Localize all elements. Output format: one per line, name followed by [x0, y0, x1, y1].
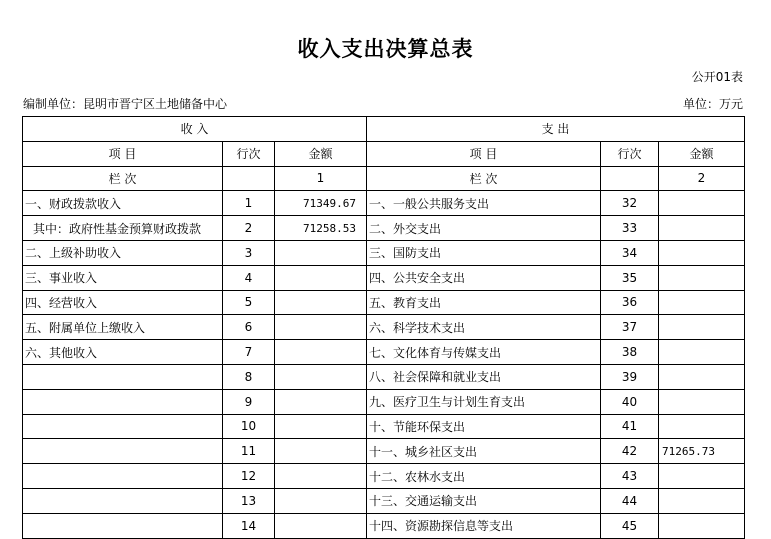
expense-item-cell: 十三、交通运输支出: [367, 488, 601, 513]
expense-line-no-cell: 32: [601, 191, 659, 216]
column-header-row: [23, 141, 745, 166]
income-amount-cell: [275, 414, 367, 439]
expense-line-no-cell: 39: [601, 364, 659, 389]
income-amount-cell: [275, 240, 367, 265]
income-item-cell: [23, 464, 223, 489]
expense-amount-cell: 71265.73: [659, 439, 745, 464]
expense-amount-cell: [659, 414, 745, 439]
income-amount-cell: [275, 364, 367, 389]
expense-amount-cell: [659, 290, 745, 315]
expense-amount-cell: [659, 240, 745, 265]
income-line-no-header: 行次: [223, 141, 275, 166]
table-row: [23, 265, 745, 290]
income-amount-cell: [275, 290, 367, 315]
income-line-no-cell: 10: [223, 414, 275, 439]
income-item-cell: [23, 488, 223, 513]
section-header-row: [23, 117, 745, 142]
expense-column-label: 栏 次: [367, 166, 601, 191]
expense-line-no-header: 行次: [601, 141, 659, 166]
expense-item-cell: 六、科学技术支出: [367, 315, 601, 340]
income-item-cell: [23, 513, 223, 538]
income-column-1: 1: [275, 166, 367, 191]
income-section-header: 收 入: [23, 117, 367, 142]
income-item-cell: 五、附属单位上缴收入: [23, 315, 223, 340]
expense-item-cell: 三、国防支出: [367, 240, 601, 265]
expense-amount-cell: [659, 464, 745, 489]
income-amount-cell: [275, 439, 367, 464]
table-row: [23, 340, 745, 365]
income-line-no-cell: 14: [223, 513, 275, 538]
table-row: [23, 488, 745, 513]
table-row: [23, 389, 745, 414]
table-row: [23, 364, 745, 389]
income-line-no-cell: 7: [223, 340, 275, 365]
expense-amount-header: 金额: [659, 141, 745, 166]
table-row: [23, 240, 745, 265]
expense-item-cell: 十二、农林水支出: [367, 464, 601, 489]
table-row: [23, 439, 745, 464]
income-column-label: 栏 次: [23, 166, 223, 191]
table-row: [23, 216, 745, 241]
income-amount-cell: [275, 488, 367, 513]
table-row: [23, 464, 745, 489]
income-line-no-cell: 3: [223, 240, 275, 265]
expense-item-cell: 五、教育支出: [367, 290, 601, 315]
income-amount-cell: 71349.67: [275, 191, 367, 216]
income-amount-cell: 71258.53: [275, 216, 367, 241]
column-index-row: [23, 166, 745, 191]
table-row: [23, 315, 745, 340]
income-item-cell: [23, 389, 223, 414]
income-amount-cell: [275, 340, 367, 365]
expense-line-no-cell: 40: [601, 389, 659, 414]
income-line-no-cell: 2: [223, 216, 275, 241]
income-amount-cell: [275, 513, 367, 538]
table-row: [23, 513, 745, 538]
expense-line-no-cell: 36: [601, 290, 659, 315]
expense-amount-cell: [659, 488, 745, 513]
expense-section-header: 支 出: [367, 117, 745, 142]
table-row: [23, 191, 745, 216]
income-item-cell: [23, 439, 223, 464]
expense-column-blank: [601, 166, 659, 191]
expense-amount-cell: [659, 191, 745, 216]
budget-table: [22, 116, 745, 539]
expense-item-cell: 一、一般公共服务支出: [367, 191, 601, 216]
income-line-no-cell: 1: [223, 191, 275, 216]
expense-line-no-cell: 33: [601, 216, 659, 241]
expense-line-no-cell: 38: [601, 340, 659, 365]
expense-line-no-cell: 34: [601, 240, 659, 265]
income-line-no-cell: 8: [223, 364, 275, 389]
income-line-no-cell: 11: [223, 439, 275, 464]
income-line-no-cell: 6: [223, 315, 275, 340]
form-number: 公开01表: [691, 70, 743, 84]
income-column-blank: [223, 166, 275, 191]
expense-line-no-cell: 45: [601, 513, 659, 538]
expense-line-no-cell: 41: [601, 414, 659, 439]
table-row: [23, 414, 745, 439]
expense-amount-cell: [659, 315, 745, 340]
income-item-cell: [23, 364, 223, 389]
expense-item-cell: 八、社会保障和就业支出: [367, 364, 601, 389]
income-line-no-cell: 13: [223, 488, 275, 513]
income-amount-cell: [275, 389, 367, 414]
expense-item-cell: 四、公共安全支出: [367, 265, 601, 290]
expense-item-cell: 二、外交支出: [367, 216, 601, 241]
expense-item-cell: 十四、资源勘探信息等支出: [367, 513, 601, 538]
expense-amount-cell: [659, 513, 745, 538]
table-row: [23, 290, 745, 315]
income-line-no-cell: 5: [223, 290, 275, 315]
expense-item-cell: 九、医疗卫生与计划生育支出: [367, 389, 601, 414]
expense-item-cell: 十、节能环保支出: [367, 414, 601, 439]
income-item-cell: 二、上级补助收入: [23, 240, 223, 265]
income-item-cell: [23, 414, 223, 439]
income-amount-cell: [275, 315, 367, 340]
currency-unit: 单位：万元: [682, 97, 743, 111]
table-body: [23, 117, 745, 539]
expense-item-header: 项 目: [367, 141, 601, 166]
income-line-no-cell: 4: [223, 265, 275, 290]
income-item-cell: 六、其他收入: [23, 340, 223, 365]
expense-line-no-cell: 44: [601, 488, 659, 513]
reporting-unit: 编制单位：昆明市晋宁区土地储备中心: [23, 97, 228, 111]
income-item-header: 项 目: [23, 141, 223, 166]
income-item-cell: 三、事业收入: [23, 265, 223, 290]
income-item-cell: 四、经营收入: [23, 290, 223, 315]
income-amount-cell: [275, 464, 367, 489]
income-line-no-cell: 12: [223, 464, 275, 489]
expense-item-cell: 七、文化体育与传媒支出: [367, 340, 601, 365]
income-item-cell: 一、财政拨款收入: [23, 191, 223, 216]
expense-amount-cell: [659, 364, 745, 389]
expense-line-no-cell: 37: [601, 315, 659, 340]
income-amount-header: 金额: [275, 141, 367, 166]
income-line-no-cell: 9: [223, 389, 275, 414]
expense-item-cell: 十一、城乡社区支出: [367, 439, 601, 464]
income-amount-cell: [275, 265, 367, 290]
expense-amount-cell: [659, 265, 745, 290]
expense-amount-cell: [659, 216, 745, 241]
income-item-cell: 其中：政府性基金预算财政拨款: [23, 216, 223, 241]
expense-column-2: 2: [659, 166, 745, 191]
expense-line-no-cell: 43: [601, 464, 659, 489]
expense-line-no-cell: 42: [601, 439, 659, 464]
expense-amount-cell: [659, 389, 745, 414]
expense-amount-cell: [659, 340, 745, 365]
page-title: 收入支出决算总表: [297, 37, 474, 61]
expense-line-no-cell: 35: [601, 265, 659, 290]
unit-line: [23, 95, 743, 112]
